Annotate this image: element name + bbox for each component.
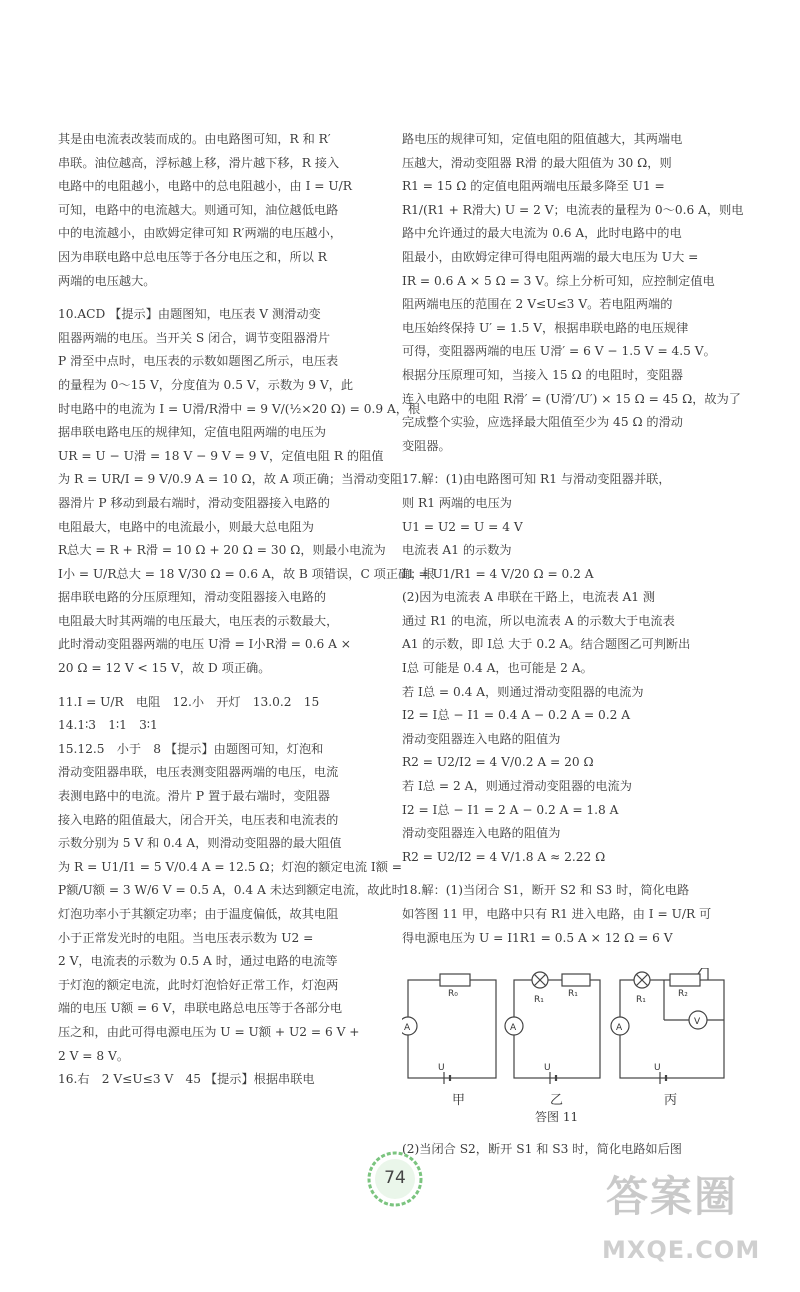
label-r1-yi: R₁ [534,995,544,1005]
bottom-right-text: (2)当闭合 S2，断开 S1 和 S3 时，简化电路如后图 [402,1142,682,1156]
text-line: I小 = U/R总大 = 18 V/30 Ω = 0.6 A，故 B 项错误，C 项正确；根 [58,566,435,581]
label-r2-yi: R₁ [568,989,578,999]
text-line: 电阻最大时其两端的电压最大，电压表的示数最大， [58,613,339,628]
text-line: 压之和，由此可得电源电压为 U = U额 + U2 = 6 V + [58,1024,360,1039]
left-column [58,128,435,1092]
circuit-bing [611,968,724,1084]
text-line: 为 R = U1/I1 = 5 V/0.4 A = 12.5 Ω；灯泡的额定电流 I额 = [58,859,402,874]
answer-16: 16.右 2 V≤U≤3 V 45 【提示】根据串联电 [58,1072,315,1087]
text-line: 则 R1 两端的电压为 [402,495,512,510]
text-line: 完成整个实验，应选择最大阻值至少为 45 Ω 的滑动 [402,415,683,430]
text-line: 电压始终保持 U′ = 1.5 V，根据串联电路的电压规律 [402,320,689,335]
text-line: 的量程为 0～15 V，分度值为 0.5 V，示数为 9 V，此 [58,377,354,392]
text-line: 端的电压 U额 = 6 V，串联电路总电压等于各部分电 [58,1001,343,1016]
text-line: U1 = U2 = U = 4 V [402,519,523,534]
text-line: (2)因为电流表 A 串联在干路上，电流表 A1 测 [402,590,656,605]
text-line: 于灯泡的额定电流，此时灯泡恰好正常工作，灯泡两 [58,977,339,992]
label-bing: 丙 [664,1093,678,1108]
text-line: 若 I总 = 2 A，则通过滑动变阻器的电流为 [402,779,632,794]
text-line: 路中允许通过的最大电流为 0.6 A，此时电路中的电 [402,226,682,241]
text-line: R2 = U2/I2 = 4 V/1.8 A ≈ 2.22 Ω [402,849,606,864]
label-r0: R₀ [448,989,458,999]
text-line: 据串联电路电压的规律知，定值电阻两端的电压为 [58,425,327,440]
text-line: 小于正常发光时的电阻。当电压表示数为 U2 = [58,930,314,945]
text-line: I1 = U1/R1 = 4 V/20 Ω = 0.2 A [402,566,594,581]
label-u-bing: U [654,1063,661,1073]
label-u-jia: U [438,1063,445,1073]
text-line: P 滑至中点时，电压表的示数如题图乙所示，电压表 [58,354,339,369]
text-line: 可得，变阻器两端的电压 U滑′ = 6 V − 1.5 V = 4.5 V。 [402,344,716,359]
answer-15: 15.12.5 小于 8 【提示】由题图可知，灯泡和 [58,741,324,756]
circuit-diagrams [402,968,742,1108]
text-line: 路电压的规律可知，定值电阻的阻值越大，其两端电 [402,132,683,146]
text-line: 电阻最大，电路中的电流最小，则最大总电阻为 [58,519,314,534]
text-line: 滑动变阻器串联，电压表测变阻器两端的电压，电流 [58,765,339,780]
answer-11-13: 11.I = U/R 电阻 12.小 开灯 13.0.2 15 [58,694,320,709]
text-line: I2 = I总 − I1 = 0.4 A − 0.2 A = 0.2 A [402,708,631,723]
watermark-bottom: MXQE.COM [602,1236,761,1264]
text-line: 表测电路中的电流。滑片 P 置于最右端时，变阻器 [58,789,330,804]
text-line: 时电路中的电流为 I = U滑/R滑中 = 9 V/(½×20 Ω) = 0.9 A，根 [58,401,421,416]
answer-14: 14.1∶3 1∶1 3∶1 [58,718,158,733]
text-line: 若 I总 = 0.4 A，则通过滑动变阻器的电流为 [402,684,644,699]
label-ammeter-jia: A [404,1023,411,1033]
circuit-yi [505,972,600,1084]
text-line: A1 的示数，即 I总 大于 0.2 A。结合题图乙可判断出 [402,637,691,652]
label-r1-bing: R₁ [636,995,646,1005]
answer-18: 18.解：(1)当闭合 S1，断开 S2 和 S3 时，简化电路 [402,883,690,898]
text-line: 电路中的电阻越小，电路中的总电阻越小，由 I = U/R [58,179,352,194]
text-line: 两端的电压越大。 [58,273,156,288]
text-line: P额/U额 = 3 W/6 V = 0.5 A，0.4 A 未达到额定电流，故此时 [58,883,404,898]
text-line: 因为串联电路中总电压等于各分电压之和，所以 R [58,249,327,264]
right-column [402,128,752,950]
text-line: 20 Ω = 12 V < 15 V，故 D 项正确。 [58,661,271,676]
answer-17: 17.解：(1)由电路图可知 R1 与滑动变阻器并联， [402,472,671,487]
text-line: 串联。油位越高，浮标越上移，滑片越下移，R 接入 [58,155,340,170]
watermark-logo [598,1162,788,1282]
text-line: 其是由电流表改装而成的。由电路图可知，R 和 R′ [58,132,331,146]
text-line: 2 V = 8 V。 [58,1048,130,1063]
text-line: 得电源电压为 U = I1R1 = 0.5 A × 12 Ω = 6 V [402,930,673,945]
text-line: 电流表 A1 的示数为 [402,543,512,558]
text-line: 变阻器。 [402,438,451,453]
label-ammeter-yi: A [510,1023,517,1033]
text-line: 接入电路的阻值最大，闭合开关，电压表和电流表的 [58,812,339,827]
watermark-top: 答案圈 [606,1172,739,1221]
text-line: 2 V，电流表的示数为 0.5 A 时，通过电路的电流等 [58,954,338,969]
text-line: R2 = U2/I2 = 4 V/0.2 A = 20 Ω [402,755,594,770]
text-line: 此时滑动变阻器两端的电压 U滑 = I小R滑 = 0.6 A × [58,637,352,652]
text-line: 阻两端电压的范围在 2 V≤U≤3 V。若电阻两端的 [402,297,673,312]
text-line: 灯泡功率小于其额定功率；由于温度偏低，故其电阻 [58,907,339,921]
text-line: 滑动变阻器连入电路的阻值为 [402,826,561,841]
label-yi: 乙 [550,1093,564,1108]
text-line: R总大 = R + R滑 = 10 Ω + 20 Ω = 30 Ω，则最小电流为 [58,543,386,558]
text-line: UR = U − U滑 = 18 V − 9 V = 9 V，定值电阻 R 的阻值 [58,448,384,463]
text-line: 如答图 11 甲，电路中只有 R1 进入电路，由 I = U/R 可 [402,907,712,921]
text-line: 中的电流越小，由欧姆定律可知 R′两端的电压越小， [58,226,342,241]
label-ammeter-bing: A [616,1023,623,1033]
text-line: 阻器两端的电压。当开关 S 闭合，调节变阻器滑片 [58,330,331,345]
text-line: 阻最小，由欧姆定律可得电阻两端的最大电压为 U大 = [402,249,699,264]
label-voltmeter: V [694,1017,701,1027]
text-line: 根据分压原理可知，当接入 15 Ω 的电阻时，变阻器 [402,367,683,382]
page-number: 74 [384,1168,406,1188]
text-line: 可知，电路中的电流越大。则通可知，油位越低电路 [58,202,339,217]
text-line: 示数分别为 5 V 和 0.4 A，则滑动变阻器的最大阻值 [58,836,342,851]
answer-10: 10.ACD 【提示】由题图知，电压表 V 测滑动变 [58,307,321,322]
text-line: R1 = 15 Ω 的定值电阻两端电压最多降至 U1 = [402,179,665,194]
text-line: 滑动变阻器连入电路的阻值为 [402,731,561,746]
text-line: I2 = I总 − I1 = 2 A − 0.2 A = 1.8 A [402,802,619,817]
label-jia: 甲 [452,1093,466,1108]
label-u-yi: U [544,1063,551,1073]
text-line: 器滑片 P 移动到最右端时，滑动变阻器接入电路的 [58,495,330,510]
figure-caption: 答图 11 [535,1110,579,1124]
text-line: 为 R = UR/I = 9 V/0.9 A = 10 Ω，故 A 项正确；当滑动变阻 [58,472,403,487]
text-line: 连入电路中的电阻 R滑′ = (U滑′/U′) × 15 Ω = 45 Ω，故为了 [402,391,741,406]
text-line: I总 可能是 0.4 A，也可能是 2 A。 [402,661,593,676]
page-number-badge [366,1150,424,1208]
label-r2-bing: R₂ [678,989,688,999]
text-line: IR = 0.6 A × 5 Ω = 3 V。综上分析可知，应控制定值电 [402,273,715,288]
text-line: 压越大，滑动变阻器 R滑 的最大阻值为 30 Ω，则 [402,155,672,170]
text-line: R1/(R1 + R滑大) U = 2 V；电流表的量程为 0～0.6 A，则电 [402,202,744,217]
text-line: 据串联电路的分压原理知，滑动变阻器接入电路的 [58,590,327,605]
text-line: 通过 R1 的电流，所以电流表 A 的示数大于电流表 [402,613,675,628]
